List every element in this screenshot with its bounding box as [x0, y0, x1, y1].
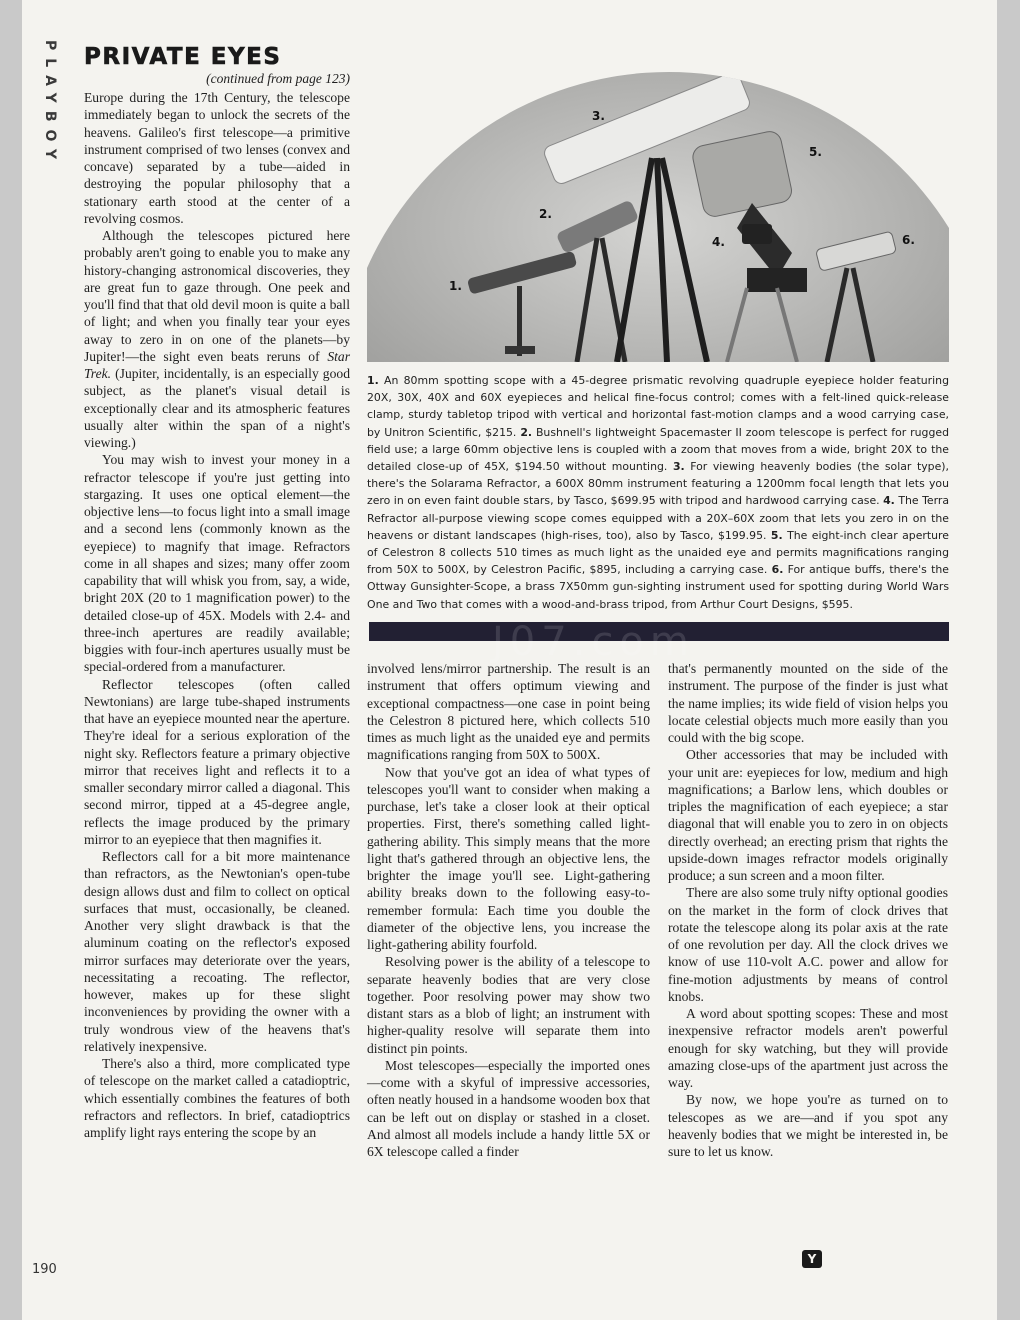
caption-text: For viewing heavenly bodies (the solar type), there's the Solarama Refractor, a 600X 80mm instrument featuring a 1200mm focal length that lets you zero in on even faint double stars, by Tasco, $699.95 with tripod and hardwood carrying case. — [367, 460, 949, 508]
paragraph: Resolving power is the ability of a telescope to separate heavenly bodies that are very close together. Poor resolving power may show two distant stars as a blob of light; an instrument with higher-quality resolve will separate them into distinct pin points. — [367, 954, 650, 1056]
paragraph: A word about spotting scopes: These and most inexpensive refractor models aren't powerful enough for sky watching, but they will provide amazing close-ups of the apartment just across the way. — [668, 1006, 948, 1090]
photo-label-6: 6. — [902, 233, 915, 247]
paragraph: Now that you've got an idea of what types of telescopes you'll want to consider when making a purchase, let's take a closer look at their optical properties. First, there's something called light-gathering ability. This simply means that the more light that's gathered through an objective lens, the brighter the image you'll see. Light-gathering ability breaks down to the following easy-to-remember formula: Each time you double the diameter of the objective lens, you increase the light-gathering ability fourfold. — [367, 764, 650, 952]
photo-label-2: 2. — [539, 207, 552, 221]
paragraph-text: (Jupiter, incidentally, is an especially good subject, as the planet's visual detail is exceptionally clear and its atmospheric features usually alter within the span of a night's viewing.) — [84, 366, 350, 450]
paragraph: Reflectors call for a bit more maintenance than refractors, as the Newtonian's open-tube design allows dust and film to collect on optical surfaces that must, occasionally, be cleaned. Another very slight drawback is that the aluminum coating on the reflector's exposed mirror surfaces may deteriorate over the years, necessitating a recoating. The reflector, however, makes up for these slight inconveniences by providing the owner with a truly wondrous view of the heavens that's relatively inexpensive. — [84, 849, 350, 1054]
photo-label-5: 5. — [809, 145, 822, 159]
paragraph — [84, 227, 350, 451]
caption-number: 5. — [770, 528, 783, 542]
photo-caption — [367, 372, 949, 613]
text-column-1 — [84, 89, 350, 1279]
caption-text: For antique buffs, there's the Ottway Gunsighter-Scope, a brass 7X50mm gun-sighting instrument used for spotting during World Wars One and Two that comes with a wood-and-brass tripod, from Arthur Court Designs, $595. — [367, 563, 949, 611]
running-head — [38, 40, 66, 168]
photo-label-4: 4. — [712, 235, 725, 249]
continued-note: (continued from page 123) — [206, 71, 350, 86]
paragraph: Other accessories that may be included with your unit are: eyepieces for low, medium and high magnifications; a Barlow lens, which doubles or triples the magnification of each eyepiece; a star diagonal that will enable you to zero in on objects directly overhead; an erecting prism that rights the upside-down images refractor models originally produce; a sun screen and a moon filter. — [668, 747, 948, 883]
paragraph: that's permanently mounted on the side of the instrument. The purpose of the finder is just what the name implies; its wide field of vision helps you locate celestial objects much more easily than you could with the big scope. — [668, 661, 948, 745]
caption-text: An 80mm spotting scope with a 45-degree prismatic revolving quadruple eyepiece holder featuring 20X, 30X, 40X and 60X eyepieces and helical fine-focus control; comes with a felt-lined quick-release clamp, sturdy tabletop tripod with vertical and horizontal fast-motion clamps and a wood carrying case, by Unitron Scientific, $215. — [367, 374, 949, 439]
caption-number: 2. — [520, 425, 533, 439]
show-title: Star Trek. — [84, 348, 350, 381]
paragraph: Europe during the 17th Century, the telescope immediately began to unlock the secrets of the heavens. Galileo's first telescope—a primitive instrument comprised of two lenses (convex and concave) separated by a tube—aided in destroying the popular philosophy that a stationary earth stood at the center of a revolving cosmos. — [84, 90, 350, 226]
caption-text: The Terra Refractor all-purpose viewing scope comes equipped with a 20X–60X zoom that lets you zero in on the heavens or distant landscapes (high-rises, too), also by Tasco, $199.95. — [367, 494, 950, 542]
caption-number: 1. — [367, 374, 379, 387]
magazine-name: PLAYBOY — [42, 40, 58, 168]
photo-label-1: 1. — [449, 279, 462, 293]
paragraph: Most telescopes—especially the imported ones—come with a skyful of impressive accessories, often neatly housed in a handsome wooden box that can be left out on display or stashed in a closet. And almost all models include a handy little 5X or 6X telescope called a finder — [367, 1057, 650, 1159]
caption-number: 4. — [883, 494, 895, 508]
caption-text: Bushnell's lightweight Spacemaster II zoom telescope is perfect for rugged field use; a large 60mm objective lens is coupled with a zoom that moves from a wide, bright 20X to the detailed close-up of 45X, $194.50 without mounting. — [367, 425, 949, 474]
telescopes-photo — [367, 28, 949, 362]
paragraph: By now, we hope you're as turned on to telescopes as we are—and if you spot any heavenly bodies that we might be interested in, be sure to let us know. — [668, 1092, 948, 1159]
magazine-page — [22, 0, 997, 1320]
text-column-3 — [668, 660, 948, 1280]
article-title: PRIVATE EYES — [84, 44, 282, 70]
page-number: 190 — [32, 1262, 57, 1277]
rabbit-endmark-icon: Y — [802, 1250, 822, 1268]
paragraph-text: Although the telescopes pictured here probably aren't going to enable you to make any history-changing astronomical discoveries, they are great fun to gaze through. One peek and you'll find that that old devil moon is quite a ball of light; and when you finally tear your eyes away to zero in on one of the planets—by Jupiter!—the sight even beats reruns of — [84, 228, 350, 364]
paragraph: You may wish to invest your money in a refractor telescope if you're just getting into stargazing. It uses one optical element—the objective lens—to focus light into a small image and a second lens (commonly known as the eyepiece) to magnify that image. Refractors come in all shapes and sizes; many offer zoom capability that will whisk you from, say, a wide, bright 20X (20 to 1 magnification power) to the detailed close-up of 45X. Models with 2.4- and three-inch apertures are readily available; biggies with four-inch apertures usually must be special-ordered from a manufacturer. — [84, 452, 350, 675]
caption-number: 6. — [771, 563, 784, 577]
caption-text: The eight-inch clear aperture of Celestron 8 collects 510 times as much light as the unaided eye and permits magnifications ranging from 50X to 500X, by Celestron Pacific, $895, including a carrying case. — [367, 528, 949, 577]
watermark: J07.com — [492, 619, 695, 665]
text-column-2 — [367, 660, 650, 1280]
photo-label-3: 3. — [592, 109, 605, 123]
paragraph: There's also a third, more complicated type of telescope on the market called a catadioptric, which essentially combines the features of both refractors and reflectors. In brief, catadioptrics amplify light rays entering the scope by an — [84, 1056, 350, 1140]
caption-number: 3. — [672, 460, 685, 474]
paragraph: involved lens/mirror partnership. The result is an instrument that offers optimum viewing and exceptional compactness—one case in point being the Celestron 8 pictured here, which collects 510 times as much light as the unaided eye and permits magnifications ranging from 50X to 500X. — [367, 661, 650, 763]
paragraph: Reflector telescopes (often called Newtonians) are large tube-shaped instruments that have an eyepiece mounted near the aperture. They're ideal for a serious exploration of the night sky. Reflectors feature a primary objective mirror that receives light and reflects it to a smaller secondary mirror called a diagonal. This second mirror, tipped at a 45-degree angle, reflects the image produced by the primary mirror to an eyepiece that then magnifies it. — [84, 676, 350, 847]
paragraph: There are also some truly nifty optional goodies on the market in the form of clock drives that rotate the telescope along its polar axis at the rate of one revolution per day. All the clock drives we know of use 110-volt A.C. power and allow for fine-motion adjustments by means of control knobs. — [668, 885, 948, 1004]
